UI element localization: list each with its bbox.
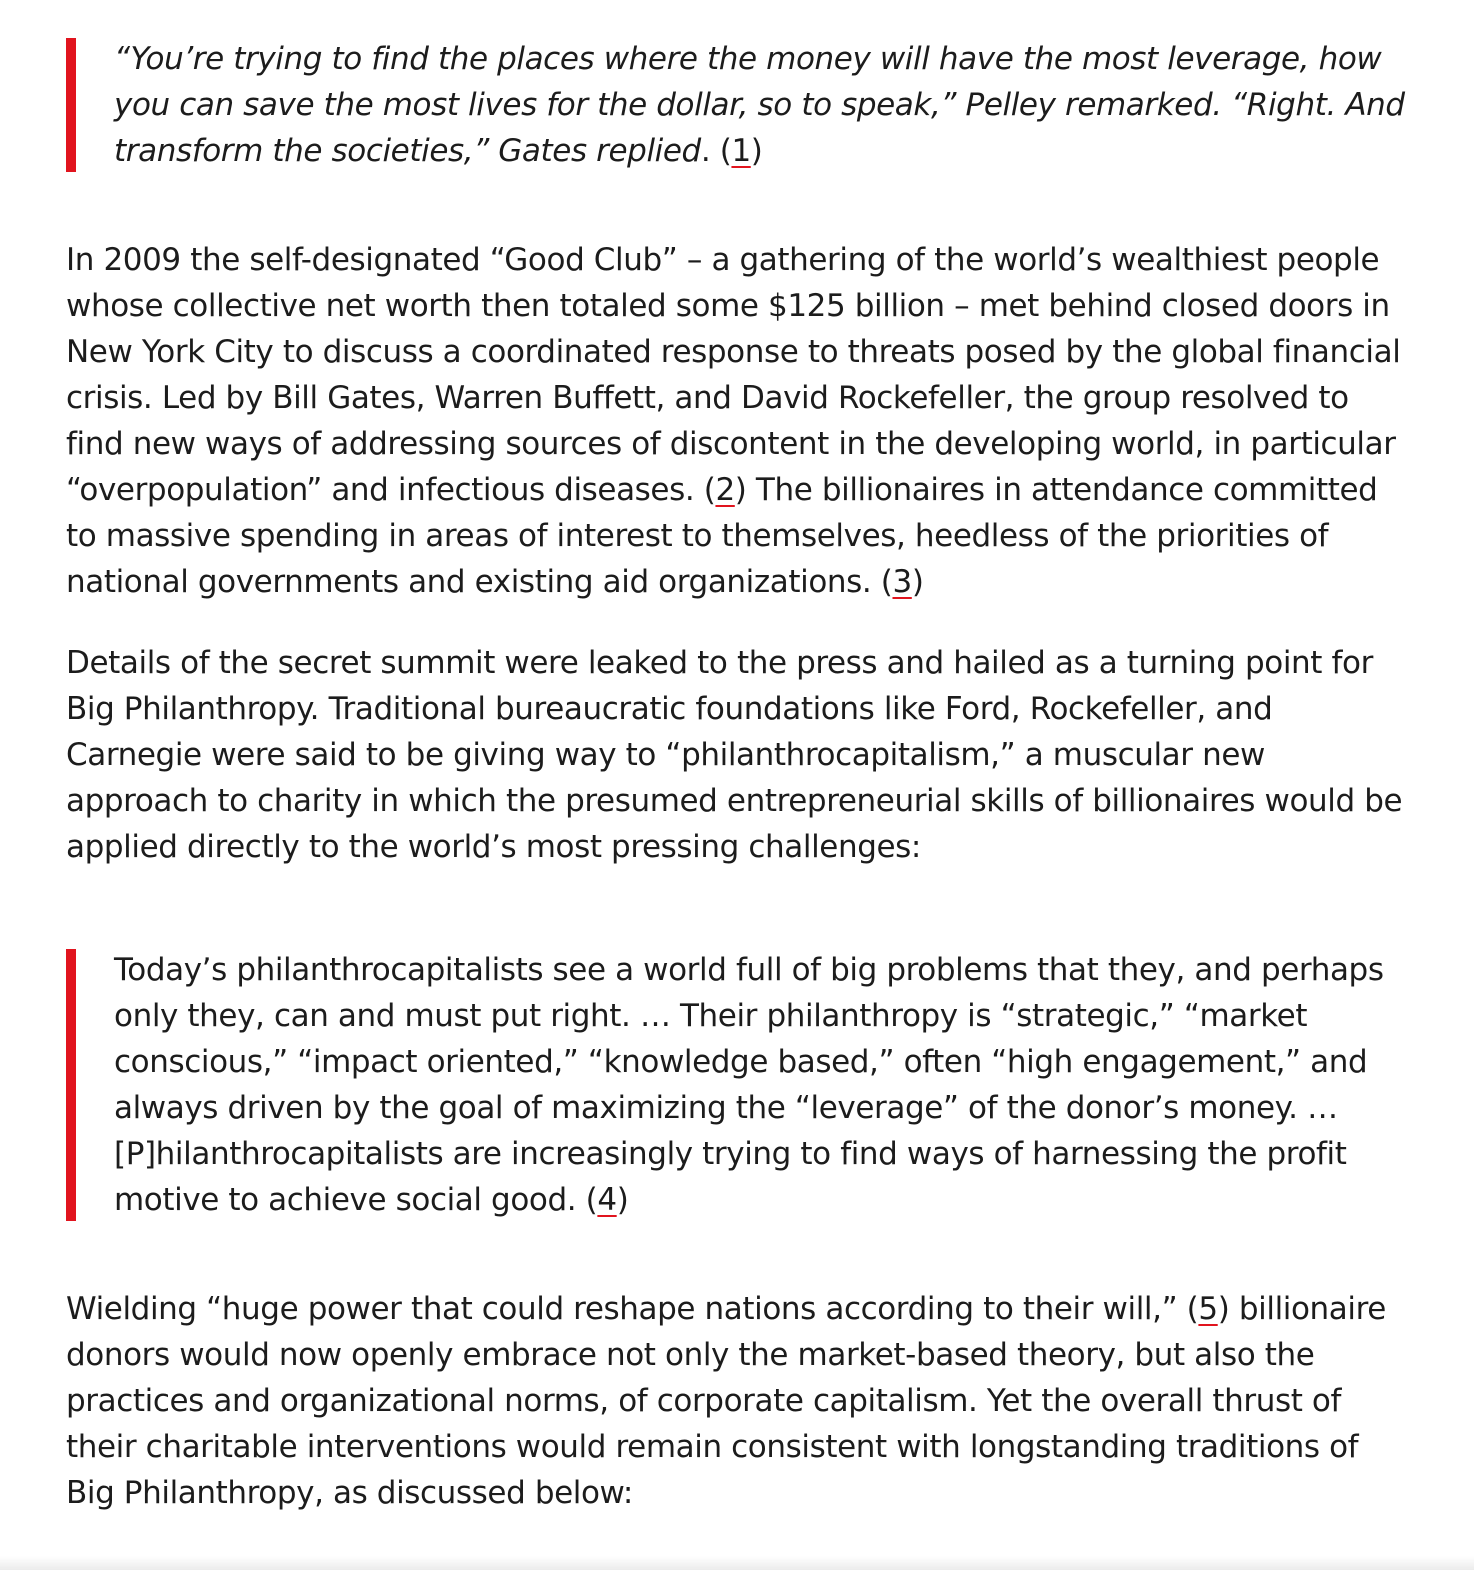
paragraph-text: ) billionaire donors would now openly embrace not only the market-based theory, but also the practices and organizational norms, of corporate capitalism. Yet the overall thrust of their charitable interventions would remain consistent with longstanding traditions of Big Philanthropy, as discussed below: bbox=[66, 1291, 1386, 1511]
quote-period: . ( bbox=[700, 133, 732, 169]
paragraph-text: Details of the secret summit were leaked to the press and hailed as a turning point for Big Philanthropy. Traditional bureaucratic foundations like Ford, Rockefeller, and Carnegie were said to be giving way to “philanthrocapitalism,” a muscular new approach to charity in which the presumed entrepreneurial skills of billionaires would be applied directly to the world’s most pressing challenges: bbox=[66, 645, 1403, 865]
quote-text: “You’re trying to find the places where the money will have the most leverage, how you can save the most lives for the dollar, so to speak,” Pelley remarked. “Right. And transform the societies,” Gates replied bbox=[114, 41, 1405, 169]
quote-text: Today’s philanthrocapitalists see a world full of big problems that they, and perhaps only they, can and must put right. … Their philanthropy is “strategic,” “market conscious,” “impact oriented,” “knowledge based,” often “high engagement,” and always driven by the goal of maximizing the “leverage” of the donor’s money. … [P]hilanthrocapitalists are increasingly trying to find ways of harnessing the profit motive to achieve social good. ( bbox=[114, 952, 1384, 1218]
blockquote-gates-pelley bbox=[66, 36, 1406, 174]
footnote-link-3[interactable]: 3 bbox=[892, 564, 912, 600]
footnote-link-5[interactable]: 5 bbox=[1198, 1291, 1218, 1327]
paragraph-text: ) The billionaires in attendance committed to massive spending in areas of interest to themselves, heedless of the priorities of national governments and existing aid organizations. ( bbox=[66, 472, 1378, 600]
quote-close-paren: ) bbox=[616, 1182, 629, 1218]
blockquote-philanthrocapitalists bbox=[66, 947, 1406, 1223]
paragraph-good-club bbox=[66, 237, 1406, 605]
quote-bar bbox=[66, 949, 76, 1221]
article-body bbox=[66, 36, 1406, 1516]
paragraph-summit-details bbox=[66, 640, 1406, 870]
scroll-shadow bbox=[0, 1556, 1474, 1570]
paragraph-text: In 2009 the self-designated “Good Club” – a gathering of the world’s wealthiest people whose collective net worth then totaled some $125 billion – met behind closed doors in New York City to discuss a coordinated response to threats posed by the global financial crisis. Led by Bill Gates, Warren Buffett, and David Rockefeller, the group resolved to find new ways of addressing sources of discontent in the developing world, in particular “overpopulation” and infectious diseases. ( bbox=[66, 242, 1401, 508]
footnote-link-4[interactable]: 4 bbox=[597, 1182, 617, 1218]
footnote-link-1[interactable]: 1 bbox=[731, 133, 751, 169]
quote-close-paren: ) bbox=[750, 133, 763, 169]
paragraph-wielding-power bbox=[66, 1286, 1406, 1516]
footnote-link-2[interactable]: 2 bbox=[715, 472, 735, 508]
paragraph-text: Wielding “huge power that could reshape nations according to their will,” ( bbox=[66, 1291, 1199, 1327]
quote-bar bbox=[66, 38, 76, 172]
paragraph-close-paren: ) bbox=[911, 564, 924, 600]
